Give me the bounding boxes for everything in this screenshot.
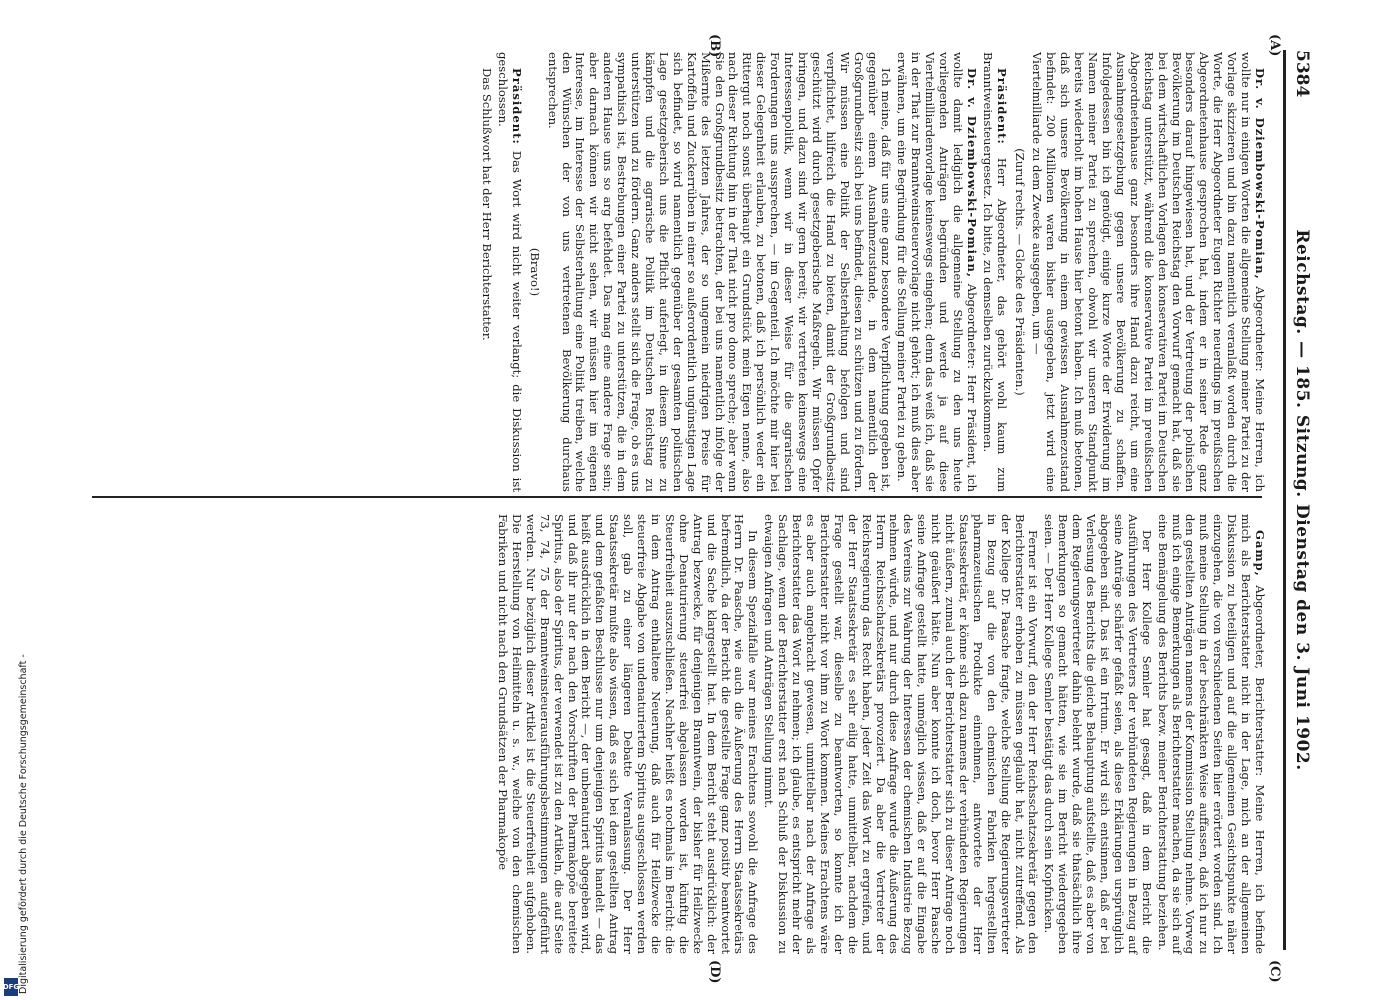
paragraph-text: Ferner ist ein Vorwurf, den der Herr Reichsschatzsekretär gegen den Berichterstatter erhoben zu müssen geglaubt hat, nicht zutreffend. Als der Kollege Dr. Paasche fragte, welche Stellung die Regierungsvertreter in Bezug auf die von den chemischen Fabriken hergestellten pharmazeutischen Produkte einnehmen, antwortete der Herr Staatssekretär, er könne sich dazu namens der verbündeten Regierungen nicht äußern, zumal auch der Berichterstatter sich zu dieser Antrage noch nicht geäußert hätte. Nun aber konnte ich doch, bevor Herr Paasche seine Anfrage gestellt hatte, unmöglich wissen, daß er auf die Eingabe des Vereins zur Wahrung der Interessen der chemischen Industrie Bezug nehmen würde, und nur durch diese Anfrage wurde die Äußerung des Herrn Reichsschatzsekretärs provoziert. Da aber die Vertreter der Reichsregierung das Recht haben, jeder Zeit das Wort zu ergreifen, und der Herr Staatssekretär es sehr eilig hatte, unmittelbar, nachdem die Frage gestellt war, dieselbe zu beantworten, so konnte ich der Berichterstatter nicht vor ihm zu Wort kommen. Meines Erachtens wäre es aber auch angebracht gewesen, unmittelbar nach der Anfrage als Berichterstatter das Wort zu nehmen; ich glaube, es entspricht mehr der Sachlage, wenn der Berichterstatter erst nach Schluß der Diskussion zu etwaigen Anfragen und Anträgen Stellung nimmt. bbox=[762, 514, 1041, 954]
page-header bbox=[1283, 50, 1312, 950]
paragraph bbox=[545, 52, 893, 492]
paragraph-text: Das Schlußwort hat der Herr Berichterstatter. bbox=[480, 68, 495, 341]
paragraph-text: Ich meine, daß für uns eine ganz besondere Verpflichtung gegeben ist, gegenüber einem Ausnahmezustande, in dem namentlich der Großgrundbesitz sich bei uns befindet, diesen zu schützen und zu fördern. Wir müssen eine Politik der Selbsterhaltung befolgen und sind verpflichtet, hilfreich die Hand zu bieten, damit der Großgrundbesitz geschützt wird durch gesetzgeberische Maßregeln. Wir müssen Opfer bringen, und dazu sind wir gern bereit; wir vertreten keineswegs eine Interessenpolitik, wenn wir in dieser Weise für die agrarischen Forderungen uns aussprechen, — im Gegenteil. Ich möchte mir hier bei dieser Gelegenheit erlauben, zu betonen, daß ich persönlich weder ein Rittergut noch sonst überhaupt ein Grundstück mein Eigen nenne, also nach dieser Richtung hin in der That nicht pro domo spreche; aber wenn Sie den Großgrundbesitz betrachten, der bei uns namentlich infolge der Mißernte des letzten Jahres, der so ungemein niedrigen Preise für Kartoffeln und Zuckerrüben in einer so außerordentlich ungünstigen Lage sich befindet, so wird namentlich gegenüber der gesamten politischen Lage gesetzgeberisch uns die Pflicht auferlegt, in diesem Sinne zu kämpfen und die agrarische Politik im Deutschen Reichstag zu unterstützen und zu fördern. Ganz anders stellt sich die Frage, ob es uns sympathisch ist, Bestrebungen einer Partei zu unterstützen, die in dem anderen Hause uns so arg befehdet. Das mag eine andere Frage sein; aber darnach können wir nicht sehen, wir müssen hier im eigenen Interesse, im Interesse der Selbsterhaltung eine Politik treiben, welche den Wünschen der von uns vertretenen Bevölkerung durchaus entsprechen. bbox=[545, 52, 894, 492]
stage-direction: (Bravo!) bbox=[527, 247, 542, 297]
paragraph-text: Herr Abgeordneter, das gehört wohl kaum zum Branntweinsteuergesetz. Ich bitte, zu demselben zurückzukommen. bbox=[980, 52, 1009, 492]
page-title: Reichstag. — 185. Sitzung. Dienstag den 3. Juni 1902. bbox=[1292, 229, 1312, 771]
margin-marker-b: (B) bbox=[707, 34, 722, 58]
speaker-name: Dr. v. Dziembowski-Pomian, bbox=[1253, 68, 1267, 280]
speaker-name: Gamp, bbox=[1253, 530, 1267, 577]
speaker-name: Dr. v. Dziembowski-Pomian, bbox=[964, 68, 979, 278]
left-text-column bbox=[477, 52, 1266, 492]
credit-text: Digitalisierung gefördert durch die Deutsche Forschungsgemeinschaft - bbox=[18, 654, 29, 994]
paragraph bbox=[761, 514, 1039, 954]
paragraph-text: Das Wort wird nicht weiter verlangt; die Diskussion ist geschlossen. bbox=[495, 52, 524, 492]
scanned-page bbox=[92, 30, 1322, 984]
margin-marker-c: (C) bbox=[1267, 960, 1282, 983]
paragraph-text: In diesem Spezialfalle war meines Erachtens sowohl die Anfrage des Herrn Dr. Paasche, wie auch die Äußerung des Herrn Staatssekretärs befremdlich, da der Bericht die gestellte Frage ganz positiv beantwortet und die Sache klargestellt hat. In dem Bericht steht ausdrücklich: der Antrag bezwecke, für denjenigen Branntwein, der bisher für Heilzwecke ohne Denaturierung steuerfrei abgelassen worden ist, künftig die Steuerfreiheit auszuschließen. Nachher heißt es nochmals im Bericht: die in dem Antrag enthaltene Neuerung, daß auch für Heilzwecke die steuerfreie Abgabe von undenaturiertem Spiritus ausgeschlossen werden soll, gab zu einer längeren Debatte Veranlassung. Der Herr Staatssekretär mußte also wissen, daß es sich bei dem gestellten Antrag und dem gefaßten Beschlusse nur um denjenigen Spiritus handelt — das heißt ausdrücklich in dem Bericht —, der unbenaturiert abgegeben wird, und daß ihr nur der nach den Vorschriften der Pharmakopöe bereitete Spiritus, also der Spiritus, der verwendet ist zu den Artikeln, die auf Seite 73, 74, 75 der Branntweinsteuerausführungsbestimmungen aufgeführt werden. Nur bezüglich dieser Artikel ist die Steuerfreiheit aufgehoben. Die Herstellung von Heilmitteln u. s. w., welche von den chemischen Fabriken und nicht nach den Grundsätzen der Pharmakopöe bbox=[496, 514, 761, 954]
paragraph bbox=[1030, 52, 1266, 492]
paragraph-text: Der Herr Kollege Semler hat gesagt, daß in dem Bericht die Ausführungen des Vertreters der verbündeten Regierungen in Bezug auf seine Anträge schärfer gefaßt seien, als diese Erklärungen ursprünglich abgegeben sind. Das ist ein Irrtum. Er wird sich entsinnen, daß er bei Verlesung des Berichts die gleiche Behauptung aufstellte, daß es aber von dem Regierungsvertreter dahin belehrt wurde, daß sie thatsächlich ihre Bemerkungen so gemacht hätten, wie sie im Bericht wiedergegeben seien. — Der Herr Kollege Semler bestätigt das durch sein Kopfnicken. bbox=[1042, 514, 1154, 954]
paragraph bbox=[1155, 514, 1266, 954]
column-divider bbox=[92, 496, 1262, 498]
paragraph bbox=[495, 52, 523, 492]
paragraph-text: Abgeordneter: Meine Herren, ich wollte nur in einigen Worten die allgemeine Stellung meiner Partei zu der Vorlage skizzieren und bin dazu namentlich veranlaßt worden durch die Worte, die Herr Abgeordneter Eugen Richter neuerdings im preußischen Abgeordnetenhause gesprochen hat, indem er in seiner Rede ganz besonders darauf hingewiesen hat, und der Vertretung der polnischen Bevölkerung im Deutschen Reichstag den Vorwurf gemacht hat, daß sie bei dem wirtschaftlichen Vorlagen den konservativen Partei im Deutschen Reichstag unterstützt, während die konservative Partei im preußischen Abgeordnetenhause ganz besonders ihre Hand dazu reicht, um eine Ausnahmegesetzgebung gegen unsere Bevölkerung zu schaffen. Infolgedessen bin ich genötigt, einige kurze Worte der Erwiderung im Namen meiner Partei zu sprechen, obwohl wir unseren Standpunkt bereits wiederholt im hohen Hause hier betont haben. Ich muß betonen, daß sich unsere Bevölkerung in einem gewissen Ausnahmezustand befindet: 200 Millionen waren bisher ausgegeben, jetzt wird eine Viertelmilliarde zu dem Zwecke ausgegeben, um — bbox=[1030, 52, 1267, 492]
speaker-name: Präsident: bbox=[994, 68, 1009, 145]
page-number: 5384 bbox=[1292, 50, 1312, 98]
stage-direction: (Zuruf rechts. — Glocke des Präsidenten.) bbox=[1012, 148, 1027, 396]
paragraph bbox=[495, 514, 759, 954]
margin-marker-a: (A) bbox=[1267, 34, 1282, 57]
right-text-column bbox=[493, 514, 1266, 954]
paragraph bbox=[479, 52, 493, 492]
speaker-name: Präsident: bbox=[509, 68, 524, 145]
paragraph bbox=[980, 52, 1008, 492]
dfg-logo: DFG bbox=[4, 978, 18, 996]
paragraph-text: Abgeordneter, Berichterstatter: Meine Herren, ich befinde mich als Berichterstatter nicht in der Lage, mich an der allgemeinen Diskussion zu beteiligen und auf die allgemeinen Gesichtspunkte näher einzugehen, die von verschiedenen Seiten hier erörtert worden sind. Ich muß meine Stellung in der beschränkten Weise auffassen, daß ich nur zu den gestellten Anträgen namens der Kommission Stellung nehme. Vorweg muß ich einige Bemerkungen als Berichterstatter machen, da sie sich auf eine Bemängelung des Berichts bezw. meiner Berichterstattung beziehen. bbox=[1155, 514, 1267, 954]
paragraph bbox=[894, 52, 977, 492]
digitization-credit bbox=[6, 510, 29, 994]
paragraph bbox=[1042, 514, 1153, 954]
margin-marker-d: (D) bbox=[707, 960, 722, 984]
paragraph-text: Abgeordneter: Herr Präsident, ich wollte damit lediglich die allgemeine Stellung zu den uns heute vorliegenden Anträgen begründen und werde ja auf diese Viertelmilliardenvorlage keineswegs eingehen; denn das weiß ich, daß sie in der That zur Branntweinsteuervorlage nicht gehört; ich muß dies aber erwähnen, um eine Begründung für die Stellung meiner Partei zu geben. bbox=[895, 52, 979, 492]
